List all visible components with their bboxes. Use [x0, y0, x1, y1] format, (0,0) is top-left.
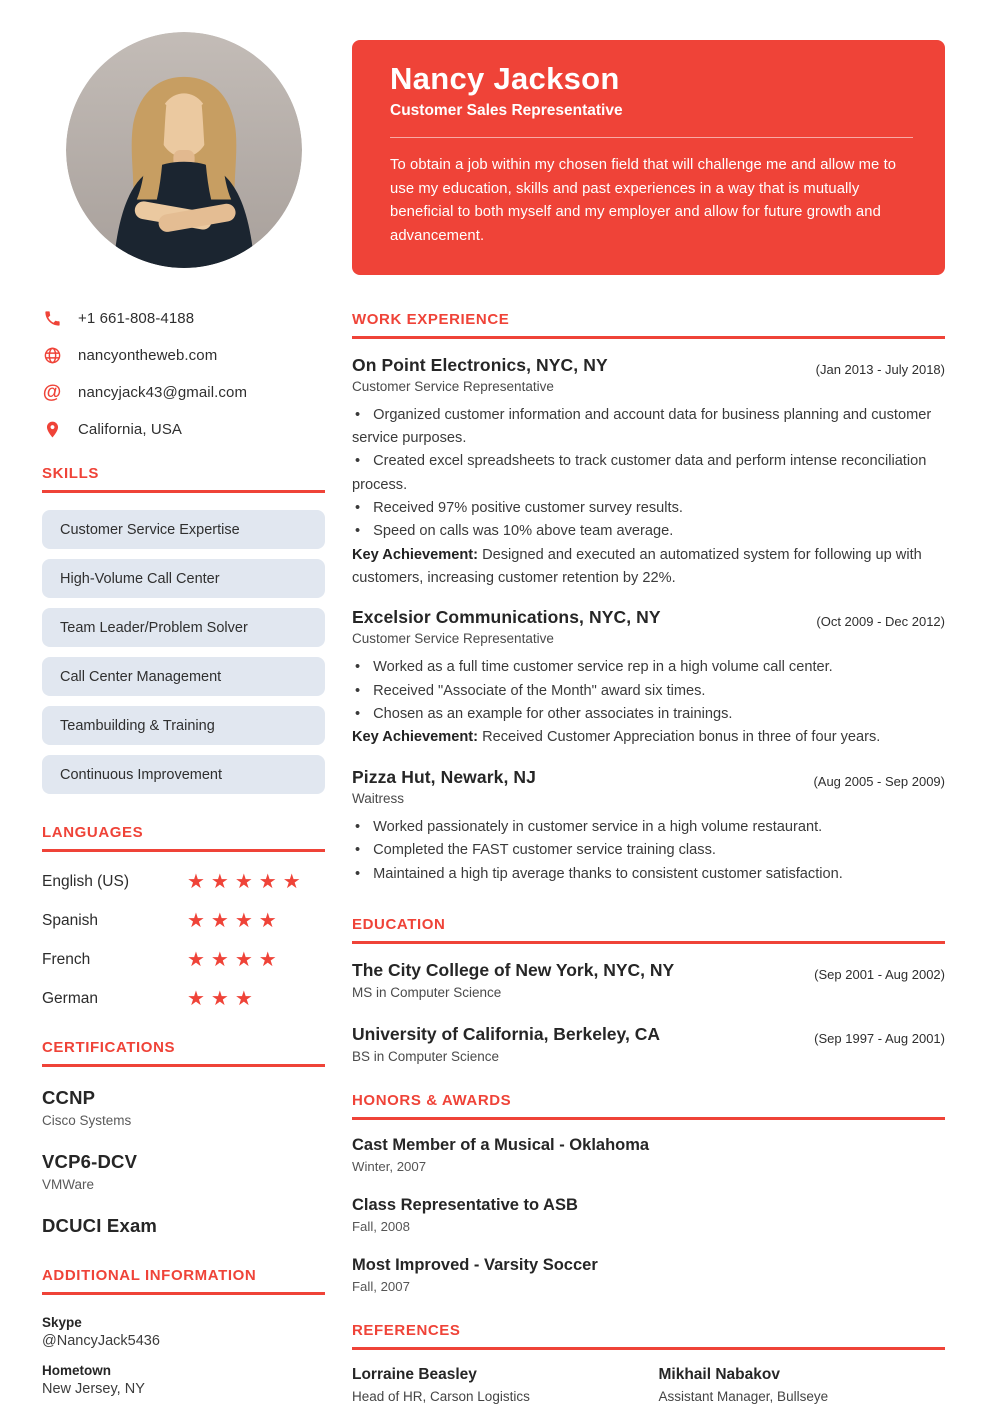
contact-location — [42, 419, 325, 439]
job-header — [352, 767, 945, 806]
award-date: Winter, 2007 — [352, 1158, 427, 1174]
job-bullet: • Worked passionately in customer service in a high volume restaurant. — [352, 816, 945, 839]
phone-icon — [42, 308, 62, 328]
email-address: nancyjack43@gmail.com — [78, 383, 248, 401]
degree-name: BS in Computer Science — [352, 1048, 500, 1064]
phone-number: +1 661-808-4188 — [78, 309, 195, 327]
website-url: nancyontheweb.com — [78, 346, 218, 364]
work-experience-section — [352, 311, 945, 886]
bullet-dot-icon: • — [355, 865, 361, 882]
additional-info-value: New Jersey, NY — [42, 1381, 145, 1397]
contact-section — [42, 308, 325, 439]
header-banner — [352, 40, 945, 275]
award-title: Cast Member of a Musical - Oklahoma — [352, 1135, 650, 1154]
award-title: Class Representative to ASB — [352, 1195, 578, 1214]
certification-item — [42, 1087, 325, 1128]
sidebar — [42, 30, 325, 1404]
reference-role: Head of HR, Carson Logistics — [352, 1388, 530, 1404]
job-entry — [352, 767, 945, 886]
bullet-dot-icon: • — [355, 682, 361, 699]
certification-item — [42, 1215, 325, 1237]
job-details — [352, 404, 945, 591]
profile-photo — [66, 32, 302, 268]
language-name: Spanish — [42, 912, 99, 929]
profile-photo-illustration — [66, 32, 302, 268]
award-entry — [352, 1136, 945, 1174]
star-rating: ★★★★★ — [187, 871, 307, 893]
job-company: Pizza Hut, Newark, NJ — [352, 766, 536, 787]
job-header — [352, 607, 945, 646]
job-dates: (Oct 2009 - Dec 2012) — [816, 614, 945, 630]
job-bullet: • Received 97% positive customer survey results. — [352, 497, 945, 520]
additional-info-item — [42, 1315, 325, 1349]
job-bullet: • Speed on calls was 10% above team average. — [352, 520, 945, 543]
award-title: Most Improved - Varsity Soccer — [352, 1255, 598, 1274]
at-icon: @ — [42, 381, 62, 403]
additional-info-heading: ADDITIONAL INFORMATION — [42, 1267, 325, 1295]
languages-section — [42, 824, 325, 1009]
job-company: Excelsior Communications, NYC, NY — [352, 607, 661, 628]
additional-info-label: Hometown — [42, 1363, 111, 1378]
objective-text: To obtain a job within my chosen field that will challenge me and allow me to use my education, skills and past experiences in a way that is mutually beneficial to both myself and my employer and allow for future growth and advancement. — [390, 157, 897, 245]
additional-info-section — [42, 1267, 325, 1397]
school-name: The City College of New York, NYC, NY — [352, 959, 675, 980]
additional-info-item — [42, 1363, 325, 1397]
contact-email — [42, 382, 325, 402]
bullet-dot-icon: • — [355, 406, 361, 423]
job-bullet: • Chosen as an example for other associates in trainings. — [352, 703, 945, 726]
language-name: German — [42, 990, 98, 1007]
education-dates: (Sep 2001 - Aug 2002) — [814, 966, 945, 982]
bullet-dot-icon: • — [355, 523, 361, 540]
bullet-dot-icon: • — [355, 842, 361, 859]
additional-info-label: Skype — [42, 1315, 82, 1330]
language-row — [42, 911, 325, 931]
certifications-section — [42, 1039, 325, 1237]
bullet-dot-icon: • — [355, 659, 361, 676]
key-achievement: Key Achievement: Received Customer Appreciation bonus in three of four years. — [352, 729, 881, 746]
job-bullet: • Maintained a high tip average thanks to consistent customer satisfaction. — [352, 863, 945, 886]
person-name: Nancy Jackson — [390, 61, 620, 96]
language-row — [42, 950, 325, 970]
language-name: French — [42, 951, 91, 968]
references-section — [352, 1322, 945, 1404]
star-rating: ★★★★ — [187, 949, 283, 971]
skill-pill: Customer Service Expertise — [42, 510, 325, 549]
award-entry — [352, 1196, 945, 1234]
reference-name: Lorraine Beasley — [352, 1365, 477, 1383]
location-pin-icon — [42, 419, 62, 439]
degree-name: MS in Computer Science — [352, 984, 502, 1000]
contact-website — [42, 345, 325, 365]
school-name: University of California, Berkeley, CA — [352, 1023, 660, 1044]
certification-name: CCNP — [42, 1087, 96, 1108]
skill-pill: Team Leader/Problem Solver — [42, 608, 325, 647]
reference-name: Mikhail Nabakov — [658, 1365, 780, 1383]
bullet-dot-icon: • — [355, 500, 361, 517]
language-row — [42, 872, 325, 892]
job-bullet: • Organized customer information and account data for business planning and customer service purposes. — [352, 404, 945, 451]
reference-role: Assistant Manager, Bullseye — [658, 1388, 829, 1404]
skill-pill: High-Volume Call Center — [42, 559, 325, 598]
job-entry — [352, 607, 945, 749]
award-date: Fall, 2008 — [352, 1218, 410, 1234]
bullet-dot-icon: • — [355, 453, 361, 470]
job-role: Customer Service Representative — [352, 378, 554, 394]
language-name: English (US) — [42, 873, 129, 890]
additional-info-value: @NancyJack5436 — [42, 1333, 160, 1349]
reference-entry — [649, 1366, 946, 1404]
education-entry — [352, 960, 945, 1000]
bullet-dot-icon: • — [355, 818, 361, 835]
education-heading: EDUCATION — [352, 916, 945, 944]
contact-phone — [42, 308, 325, 328]
reference-entry — [352, 1366, 649, 1404]
honors-awards-heading: HONORS & AWARDS — [352, 1092, 945, 1120]
certification-org: VMWare — [42, 1177, 95, 1192]
job-header — [352, 355, 945, 394]
education-entry — [352, 1024, 945, 1064]
certification-name: DCUCI Exam — [42, 1215, 158, 1236]
key-achievement: Key Achievement: Designed and executed an automatized system for following up with customers, increasing customer retention by 22%. — [352, 546, 922, 587]
skill-pill: Teambuilding & Training — [42, 706, 325, 745]
award-date: Fall, 2007 — [352, 1278, 410, 1294]
job-entry — [352, 355, 945, 591]
skill-pill: Call Center Management — [42, 657, 325, 696]
job-role: Waitress — [352, 790, 405, 806]
certification-item — [42, 1151, 325, 1192]
skills-heading: SKILLS — [42, 465, 325, 493]
job-details — [352, 816, 945, 886]
main-column — [352, 40, 945, 1404]
skills-section — [42, 465, 325, 794]
star-rating: ★★★★ — [187, 910, 283, 932]
job-bullet: • Received "Associate of the Month" award six times. — [352, 680, 945, 703]
job-bullet: • Completed the FAST customer service training class. — [352, 839, 945, 862]
education-dates: (Sep 1997 - Aug 2001) — [814, 1030, 945, 1046]
certification-org: Cisco Systems — [42, 1113, 132, 1128]
work-experience-heading: WORK EXPERIENCE — [352, 311, 945, 339]
job-details — [352, 656, 945, 749]
globe-icon — [42, 345, 62, 365]
certification-name: VCP6-DCV — [42, 1151, 138, 1172]
location-text: California, USA — [78, 420, 183, 438]
person-job-title: Customer Sales Representative — [390, 102, 623, 119]
job-bullet: • Created excel spreadsheets to track customer data and perform intense reconciliation process. — [352, 450, 945, 497]
header-divider — [390, 137, 913, 138]
honors-awards-section — [352, 1092, 945, 1294]
certifications-heading: CERTIFICATIONS — [42, 1039, 325, 1067]
languages-heading: LANGUAGES — [42, 824, 325, 852]
references-heading: REFERENCES — [352, 1322, 945, 1350]
award-entry — [352, 1256, 945, 1294]
bullet-dot-icon: • — [355, 706, 361, 723]
job-dates: (Aug 2005 - Sep 2009) — [813, 773, 945, 789]
job-bullet: • Worked as a full time customer service rep in a high volume call center. — [352, 656, 945, 679]
star-rating: ★★★ — [187, 988, 259, 1010]
education-section — [352, 916, 945, 1064]
skill-pill: Continuous Improvement — [42, 755, 325, 794]
job-company: On Point Electronics, NYC, NY — [352, 354, 608, 375]
language-row — [42, 989, 325, 1009]
job-role: Customer Service Representative — [352, 631, 554, 647]
job-dates: (Jan 2013 - July 2018) — [815, 361, 945, 377]
